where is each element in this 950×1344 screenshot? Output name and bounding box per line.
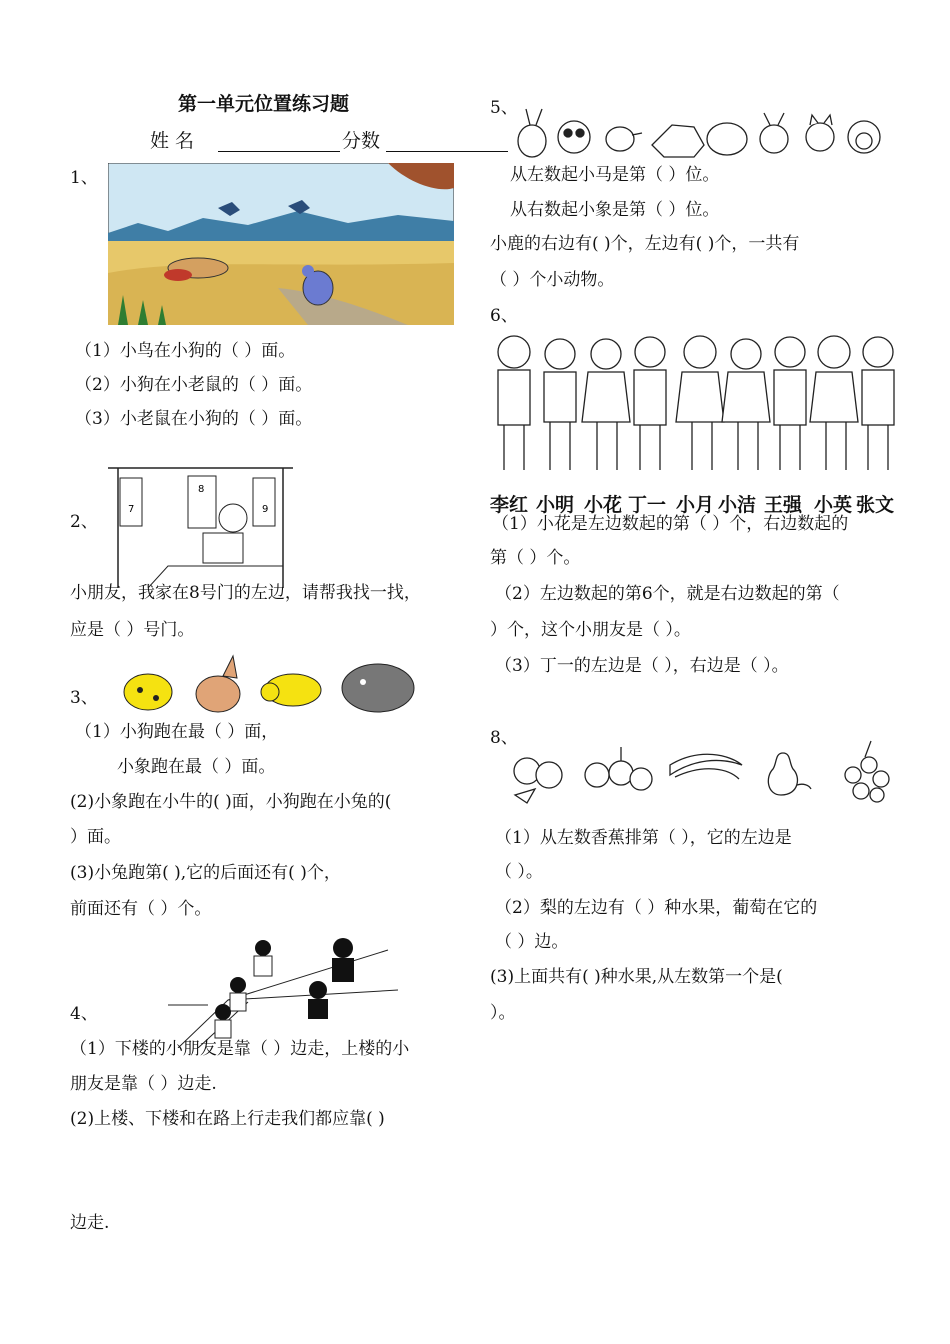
q2-number: 2、	[70, 512, 98, 532]
q4-stairs-image	[168, 930, 398, 1048]
q4-line-1: （1）下楼的小朋友是靠（ ）边走，上楼的小	[70, 1039, 410, 1059]
child-icon	[308, 981, 328, 1019]
q5-line-2: 从右数起小象是第（ ）位。	[510, 200, 720, 220]
q5-line-3: 小鹿的右边有( )个，左边有( )个，一共有	[490, 234, 800, 254]
child-icon	[634, 337, 666, 470]
child-name-6: 小洁	[718, 494, 757, 516]
monkey-icon	[848, 121, 880, 153]
rabbit-icon	[518, 109, 546, 157]
q3-line-1: （1）小狗跑在最（ ）面，	[75, 722, 279, 742]
q3-animals-image	[118, 652, 423, 720]
q8-line-1: （1）从左数香蕉排第（ ），它的左边是	[495, 828, 792, 848]
door-8-label: 8	[198, 484, 205, 495]
child-name-4: 丁一	[628, 494, 667, 516]
q6-line-3: （2）左边数起的第6个，就是右边数起的第（	[495, 584, 840, 604]
child-icon	[774, 337, 806, 470]
horse-icon	[652, 125, 704, 157]
door-9-label: 9	[262, 504, 269, 515]
q3-line-4: ）面。	[70, 827, 121, 847]
q3-line-2: 小象跑在最（ ）面。	[117, 757, 276, 777]
child-icon	[676, 336, 724, 470]
q5-animals-image	[512, 105, 892, 163]
pear-icon	[768, 753, 811, 795]
q4-line-3: (2)上楼、下楼和在路上行走我们都应靠( )	[70, 1109, 385, 1129]
bird-icon	[606, 127, 642, 151]
deer-icon	[760, 113, 788, 153]
q8-line-6: ）。	[490, 1003, 516, 1023]
q1-scene-image	[108, 163, 454, 325]
q8-line-2: （ ）。	[495, 862, 543, 882]
banana-icon	[670, 754, 742, 779]
q3-number: 3、	[70, 688, 98, 708]
q3-line-5: (3)小兔跑第( ),它的后面还有( )个，	[70, 863, 341, 883]
apple-icon	[585, 747, 652, 790]
q6-line-2: 第（ ）个。	[490, 548, 581, 568]
q5-line-1: 从左数起小马是第（ ）位。	[510, 165, 720, 185]
rabbit-icon	[196, 656, 240, 712]
q4-line-2: 朋友是靠（ ）边走.	[70, 1074, 217, 1094]
cherry-icon	[845, 741, 889, 802]
q6-line-5: （3）丁一的左边是（ ），右边是（ ）。	[495, 656, 789, 676]
child-icon	[498, 336, 530, 470]
q8-line-5: (3)上面共有( )种水果,从左数第一个是(	[490, 967, 783, 987]
q5-line-4: （ ）个小动物。	[490, 270, 615, 290]
child-name-7: 王强	[764, 494, 803, 516]
child-icon	[582, 339, 630, 470]
q6-children-image	[492, 330, 904, 475]
score-label: 分数	[342, 130, 381, 152]
child-icon	[215, 1004, 231, 1038]
child-name-8: 小英	[814, 494, 853, 516]
page-title: 第一单元位置练习题	[178, 93, 350, 115]
q2-text-2: 应是（ ）号门。	[70, 620, 195, 640]
child-name-5: 小月	[676, 494, 715, 516]
child-icon	[254, 940, 272, 976]
dog-icon	[124, 674, 172, 710]
q4-line-4: 边走.	[70, 1213, 110, 1233]
q8-fruits-image	[505, 735, 900, 807]
q8-line-4: （ ）边。	[495, 932, 569, 952]
door-7-label: 7	[128, 504, 135, 515]
child-name-3: 小花	[584, 494, 623, 516]
q1-item-2: （2）小狗在小老鼠的（ ）面。	[75, 375, 313, 395]
q2-text-1: 小朋友，我家在8号门的左边，请帮我找一找，	[70, 583, 421, 603]
child-icon	[544, 339, 576, 470]
child-name-9: 张文	[856, 494, 895, 516]
q6-line-1: （1）小花是左边数起的第（ ）个，右边数起的	[492, 514, 849, 534]
score-blank[interactable]	[386, 151, 508, 152]
cat-icon	[806, 115, 834, 151]
peach-icon	[514, 758, 562, 803]
q1-item-3: （3）小老鼠在小狗的（ ）面。	[75, 409, 313, 429]
q1-item-1: （1）小鸟在小狗的（ ）面。	[75, 341, 296, 361]
child-icon	[722, 339, 770, 470]
child-icon	[810, 336, 858, 470]
child-icon	[862, 337, 894, 470]
q5-number: 5、	[490, 98, 518, 118]
q3-line-3: (2)小象跑在小牛的( )面，小狗跑在小兔的(	[70, 792, 392, 812]
name-blank[interactable]	[218, 151, 340, 152]
q8-number: 8、	[490, 728, 518, 748]
panda-icon	[558, 121, 590, 153]
child-name-2: 小明	[536, 494, 575, 516]
child-icon	[230, 977, 246, 1011]
child-icon	[332, 938, 354, 982]
q3-line-6: 前面还有（ ）个。	[70, 899, 212, 919]
child-name-1: 李红	[490, 494, 529, 516]
cow-icon	[261, 674, 321, 706]
q6-line-4: ）个，这个小朋友是（ ）。	[490, 620, 691, 640]
elephant-icon	[342, 664, 414, 712]
name-label: 姓 名	[150, 130, 195, 152]
q6-number: 6、	[490, 306, 518, 326]
q8-line-3: （2）梨的左边有（ ）种水果，葡萄在它的	[495, 898, 818, 918]
q4-number: 4、	[70, 1004, 98, 1024]
elephant-icon	[707, 123, 747, 155]
q1-number: 1、	[70, 168, 98, 188]
